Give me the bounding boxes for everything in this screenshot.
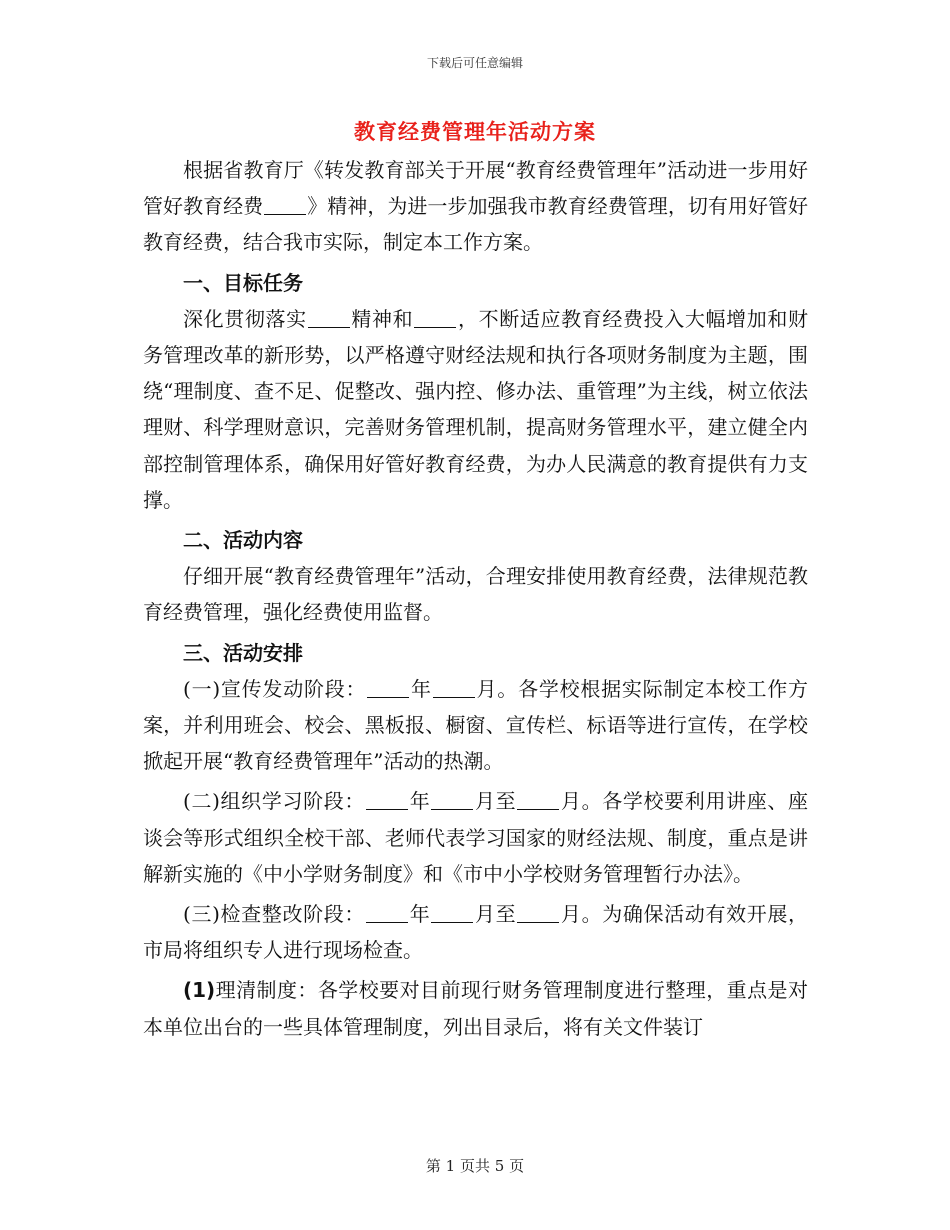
blank-line bbox=[431, 902, 473, 923]
blank-line bbox=[431, 789, 473, 810]
stage-3-year: 年 bbox=[409, 902, 431, 927]
document-title: 教育经费管理年活动方案 bbox=[354, 119, 596, 144]
section-heading-content: 二、活动内容 bbox=[183, 528, 303, 553]
stage-2-label: (二)组织学习阶段： bbox=[183, 789, 366, 814]
stage-1-label: (一)宣传发动阶段： bbox=[183, 676, 367, 701]
section-heading-schedule: 三、活动安排 bbox=[183, 640, 303, 665]
page-footer: 第 1 页共 5 页 bbox=[425, 1157, 525, 1175]
intro-text-part1: 根据省教育厅《转发教育部关于开展“教育经费管理年”活动进一步用好管好教育经费 bbox=[143, 158, 808, 219]
blank-line bbox=[517, 789, 559, 810]
intro-paragraph bbox=[143, 152, 808, 261]
item-1-label: (1) bbox=[183, 978, 216, 1003]
goals-text-a: 深化贯彻落实 bbox=[183, 306, 307, 331]
blank-line bbox=[366, 902, 408, 923]
stage-3-month-to: 月至 bbox=[474, 902, 517, 927]
stage-3-text: 为确保活动有效开展，市局将组织专人进行现场检查。 bbox=[143, 902, 809, 963]
header-note: 下载后可任意编辑 bbox=[426, 56, 523, 70]
blank-line bbox=[366, 789, 408, 810]
blank-line bbox=[414, 307, 456, 328]
blank-line bbox=[308, 307, 350, 328]
section-heading-goals: 一、目标任务 bbox=[183, 270, 303, 295]
blank-line bbox=[264, 194, 306, 215]
stage-2-text: 各学校要利用讲座、座谈会等形式组织全校干部、老师代表学习国家的财经法规、制度，重点是讲解新实施的《中小学财务制度》和《市中小学校财务管理暂行办法》。 bbox=[143, 789, 809, 886]
content-paragraph: 仔细开展“教育经费管理年”活动，合理安排使用教育经费，法律规范教育经费管理，强化经费使用监督。 bbox=[143, 564, 808, 625]
stage-1-year: 年 bbox=[410, 676, 432, 701]
stage-2-month: 月。 bbox=[560, 789, 603, 814]
blank-line bbox=[433, 677, 475, 698]
stage-3-label: (三)检查整改阶段： bbox=[183, 902, 366, 927]
stage-3-month: 月。 bbox=[560, 902, 603, 927]
item-1-text: 理清制度：各学校要对目前现行财务管理制度进行整理，重点是对本单位出台的一些具体管理制度，列出目录后，将有关文件装订 bbox=[143, 978, 808, 1039]
stage-2-paragraph bbox=[143, 783, 808, 892]
goals-text-b: 精神和 bbox=[350, 306, 414, 331]
stage-2-month-to: 月至 bbox=[474, 789, 517, 814]
stage-3-paragraph bbox=[143, 896, 808, 968]
blank-line bbox=[517, 902, 559, 923]
intro-text-part2: 》精神，为进一步加强我市教育经费管理，切有用好管好教育经费，结合我市实际，制定本工作方案。 bbox=[143, 194, 809, 255]
stage-2-year: 年 bbox=[409, 789, 431, 814]
blank-line bbox=[367, 677, 409, 698]
stage-1-month: 月。 bbox=[475, 676, 519, 701]
stage-1-text: 各学校根据实际制定本校工作方案，并利用班会、校会、黑板报、橱窗、宣传栏、标语等进行宣传，在学校掀起开展“教育经费管理年”活动的热潮。 bbox=[143, 676, 809, 774]
stage-1-paragraph bbox=[143, 671, 808, 780]
goals-paragraph bbox=[143, 301, 808, 518]
document-body bbox=[143, 152, 808, 1045]
item-1-paragraph bbox=[143, 972, 808, 1044]
goals-text-c: ，不断适应教育经费投入大幅增加和财务管理改革的新形势，以严格遵守财经法规和执行各项财务制度为主题，围绕“理制度、查不足、促整改、强内控、修办法、重管理”为主线，树立依法理财、科学理财意识，完善财务管理机制，提高财务管理水平，建立健全内部控制管理体系，确保用好管好教育经费，为办人民满意的教育提供有力支撑。 bbox=[143, 306, 809, 512]
